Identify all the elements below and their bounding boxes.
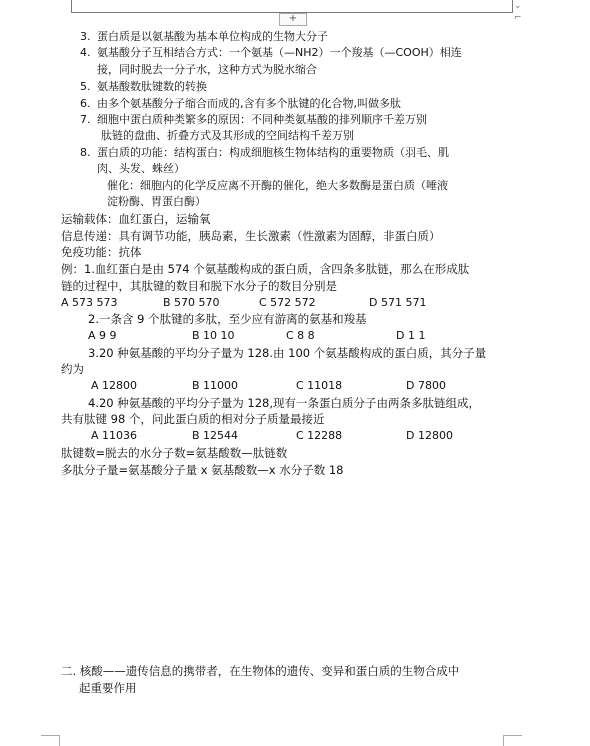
list-num: 4.	[80, 46, 91, 59]
question-1-line1: 例：1.血红蛋白是由 574 个氨基酸构成的蛋白质，含四条多肽链，那么在形成肽	[61, 262, 470, 276]
question-4-option: A 11036	[91, 429, 138, 442]
question-4-line1: 4.20 种氨基酸的平均分子量为 128,现有一条蛋白质分子由两条多肽链组成，	[88, 396, 481, 410]
formula-peptide-bonds: 肽键数=脱去的水分子数=氨基酸数—肽链数	[61, 446, 288, 460]
list-item-8-line3: 催化：细胞内的化学反应离不开酶的催化，绝大多数酶是蛋白质（唾液	[107, 179, 448, 192]
list-num: 5.	[80, 80, 91, 93]
list-num: 3.	[80, 30, 91, 43]
question-3-option: D 7800	[406, 379, 446, 392]
formula-molecular-weight: 多肽分子量=氨基酸分子量 x 氨基酸数—x 水分子数 18	[61, 463, 344, 477]
question-2-option: B 10 10	[192, 329, 235, 342]
question-1-line2: 链的过程中，其肽键的数目和脱下水分子的数目分别是	[61, 279, 337, 293]
question-4-option: C 12288	[296, 429, 343, 442]
question-1-option: A 573 573	[61, 296, 118, 309]
list-item-4-line1: 氨基酸分子互相结合方式：一个氨基（—NH2）一个羧基（—COOH）相连	[97, 46, 462, 59]
question-3-line2: 约为	[61, 362, 84, 376]
side-controls[interactable]	[512, 0, 524, 26]
expand-button[interactable]: +	[279, 13, 307, 26]
function-transport: 运输载体：血红蛋白，运输氧	[61, 212, 211, 226]
list-item-4-line2: 接，同时脱去一分子水，这种方式为脱水缩合	[97, 63, 317, 76]
function-immune: 免疫功能：抗体	[61, 245, 142, 259]
page-corner-mark	[41, 735, 60, 746]
question-3-option: B 11000	[192, 379, 239, 392]
question-2-option: C 8 8	[286, 329, 315, 342]
question-1-option: B 570 570	[163, 296, 220, 309]
list-item-7-line1: 细胞中蛋白质种类繁多的原因：不同种类氨基酸的排列顺序千差万别	[97, 113, 427, 126]
section-2-heading-line2: 起重要作用	[79, 681, 137, 695]
list-item-5: 氨基酸数肽键数的转换	[97, 80, 207, 93]
resize-icon[interactable]: ⌐	[514, 13, 522, 23]
question-2-option: A 9 9	[88, 329, 117, 342]
list-item-8-line1: 蛋白质的功能：结构蛋白：构成细胞核生物体结构的重要物质（羽毛、肌	[97, 146, 449, 159]
question-1-option: D 571 571	[369, 296, 427, 309]
function-info: 信息传递：具有调节功能，胰岛素，生长激素（性激素为固醇，非蛋白质）	[61, 229, 441, 243]
list-item-8-line2: 肉、头发、蛛丝）	[97, 162, 185, 175]
question-4-option: B 12544	[192, 429, 239, 442]
question-3-option: C 11018	[296, 379, 343, 392]
question-4-option: D 12800	[406, 429, 453, 442]
question-3-line1: 3.20 种氨基酸的平均分子量为 128.由 100 个氨基酸构成的蛋白质，其分子量	[88, 346, 487, 360]
question-2: 2.一条含 9 个肽键的多肽，至少应有游离的氨基和羧基	[88, 312, 367, 326]
list-item-7-line2: 肽链的盘曲、折叠方式及其形成的空间结构千差万别	[101, 129, 354, 142]
list-num: 8.	[80, 146, 91, 159]
list-item-3: 蛋白质是以氨基酸为基本单位构成的生物大分子	[97, 30, 328, 43]
list-num: 6.	[80, 97, 91, 110]
question-1-option: C 572 572	[259, 296, 316, 309]
section-2-heading: 二. 核酸——遗传信息的携带者，在生物体的遗传、变异和蛋白质的生物合成中	[61, 664, 460, 678]
question-2-option: D 1 1	[396, 329, 426, 342]
page-corner-mark	[503, 735, 522, 746]
list-num: 7.	[80, 113, 91, 126]
comment-box[interactable]	[71, 0, 513, 13]
question-3-option: A 12800	[91, 379, 138, 392]
question-4-line2: 共有肽键 98 个，问此蛋白质的相对分子质量最接近	[61, 412, 325, 426]
chevron-down-icon[interactable]: ⌄	[514, 1, 522, 11]
list-item-8-line4: 淀粉酶、胃蛋白酶）	[107, 195, 206, 208]
list-item-6: 由多个氨基酸分子缩合而成的,含有多个肽键的化合物,叫做多肽	[97, 97, 401, 110]
